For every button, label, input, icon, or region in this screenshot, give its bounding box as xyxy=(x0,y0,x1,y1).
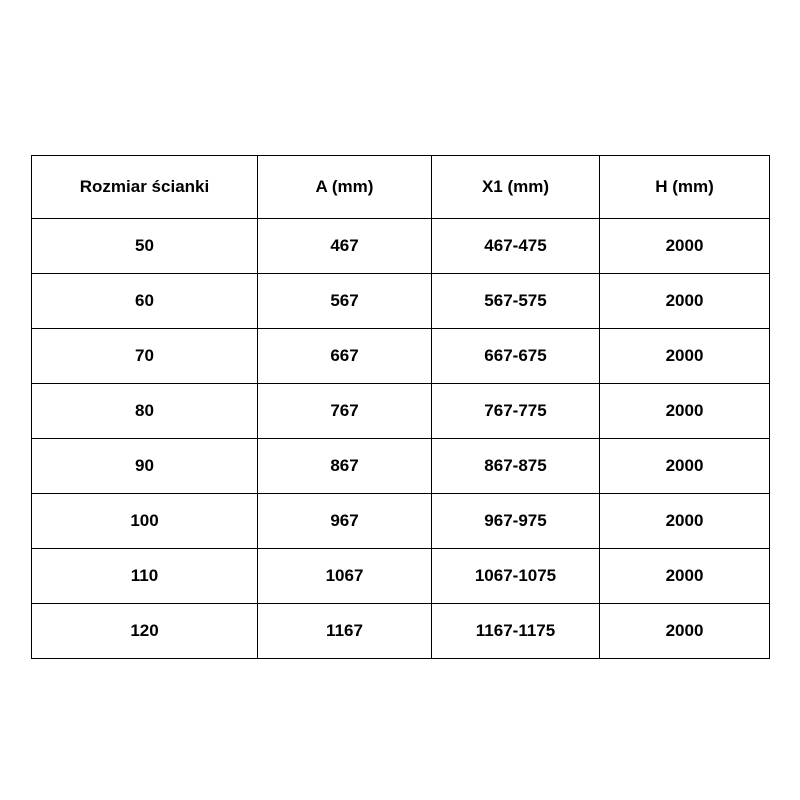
cell-h: 2000 xyxy=(600,549,770,604)
table-row xyxy=(32,384,770,439)
table-row xyxy=(32,549,770,604)
cell-a: 867 xyxy=(258,439,432,494)
cell-a: 467 xyxy=(258,219,432,274)
column-header-size: Rozmiar ścianki xyxy=(32,156,258,219)
cell-a: 767 xyxy=(258,384,432,439)
cell-a: 567 xyxy=(258,274,432,329)
cell-size: 110 xyxy=(32,549,258,604)
column-header-a: A (mm) xyxy=(258,156,432,219)
table-row xyxy=(32,219,770,274)
cell-size: 120 xyxy=(32,604,258,659)
cell-h: 2000 xyxy=(600,494,770,549)
cell-x1: 667-675 xyxy=(432,329,600,384)
cell-a: 1067 xyxy=(258,549,432,604)
table-row xyxy=(32,274,770,329)
specification-table xyxy=(31,155,770,659)
cell-size: 50 xyxy=(32,219,258,274)
cell-h: 2000 xyxy=(600,604,770,659)
cell-size: 70 xyxy=(32,329,258,384)
table-row xyxy=(32,329,770,384)
table-row xyxy=(32,439,770,494)
column-header-h: H (mm) xyxy=(600,156,770,219)
cell-x1: 967-975 xyxy=(432,494,600,549)
table-header-row xyxy=(32,156,770,219)
cell-a: 667 xyxy=(258,329,432,384)
cell-h: 2000 xyxy=(600,329,770,384)
cell-size: 60 xyxy=(32,274,258,329)
table-row xyxy=(32,494,770,549)
cell-x1: 1167-1175 xyxy=(432,604,600,659)
cell-a: 967 xyxy=(258,494,432,549)
cell-h: 2000 xyxy=(600,219,770,274)
cell-x1: 467-475 xyxy=(432,219,600,274)
cell-x1: 567-575 xyxy=(432,274,600,329)
cell-h: 2000 xyxy=(600,439,770,494)
cell-h: 2000 xyxy=(600,384,770,439)
cell-x1: 1067-1075 xyxy=(432,549,600,604)
cell-x1: 867-875 xyxy=(432,439,600,494)
specification-table-container xyxy=(31,155,769,659)
cell-a: 1167 xyxy=(258,604,432,659)
table-row xyxy=(32,604,770,659)
column-header-x1: X1 (mm) xyxy=(432,156,600,219)
cell-x1: 767-775 xyxy=(432,384,600,439)
cell-size: 90 xyxy=(32,439,258,494)
cell-size: 100 xyxy=(32,494,258,549)
cell-size: 80 xyxy=(32,384,258,439)
cell-h: 2000 xyxy=(600,274,770,329)
